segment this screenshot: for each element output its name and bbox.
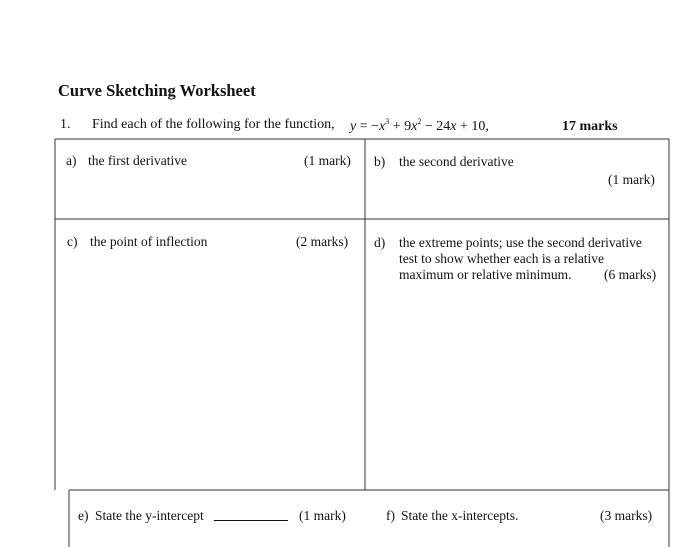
eq-x2: x	[411, 119, 418, 134]
eq-y: y	[350, 119, 357, 134]
part-d-marks: (6 marks)	[604, 267, 657, 282]
eq-p2: 2	[417, 117, 422, 126]
part-b-text: the second derivative	[399, 154, 514, 169]
part-f-letter: f)	[386, 508, 395, 523]
eq-x1: x	[379, 119, 386, 134]
total-marks: 17 marks	[562, 119, 618, 134]
part-c-text: the point of inflection	[90, 234, 208, 249]
part-e-text: State the y-intercept	[95, 508, 204, 523]
eq-part3: − 24	[421, 119, 451, 134]
question-number: 1.	[60, 117, 71, 132]
part-f-text: State the x-intercepts.	[401, 508, 519, 523]
part-c-marks: (2 marks)	[296, 234, 349, 249]
eq-x3: x	[450, 119, 457, 134]
part-e-letter: e)	[78, 508, 89, 523]
worksheet-title: Curve Sketching Worksheet	[58, 81, 256, 100]
part-d-line3: maximum or relative minimum.	[399, 267, 572, 282]
part-d-line1: the extreme points; use the second derivative	[399, 235, 642, 250]
part-b-marks: (1 mark)	[608, 172, 655, 187]
question-text: Find each of the following for the function,	[92, 117, 335, 132]
eq-p1: 3	[385, 117, 390, 126]
part-a-marks: (1 mark)	[304, 153, 351, 168]
eq-part1: = −	[356, 119, 380, 134]
part-c-letter: c)	[67, 234, 78, 249]
part-d-line2: test to show whether each is a relative	[399, 251, 605, 266]
y-intercept-blank[interactable]	[214, 508, 288, 526]
part-b-letter: b)	[374, 154, 386, 169]
part-f-marks: (3 marks)	[600, 508, 653, 523]
answer-line	[214, 508, 288, 521]
eq-part2: + 9	[389, 119, 412, 134]
function-equation	[350, 117, 489, 135]
eq-tail: + 10,	[456, 119, 489, 134]
part-a-text: the first derivative	[88, 153, 187, 168]
part-a-letter: a)	[66, 153, 77, 168]
part-d-letter: d)	[374, 235, 386, 250]
part-e-marks: (1 mark)	[299, 508, 346, 523]
